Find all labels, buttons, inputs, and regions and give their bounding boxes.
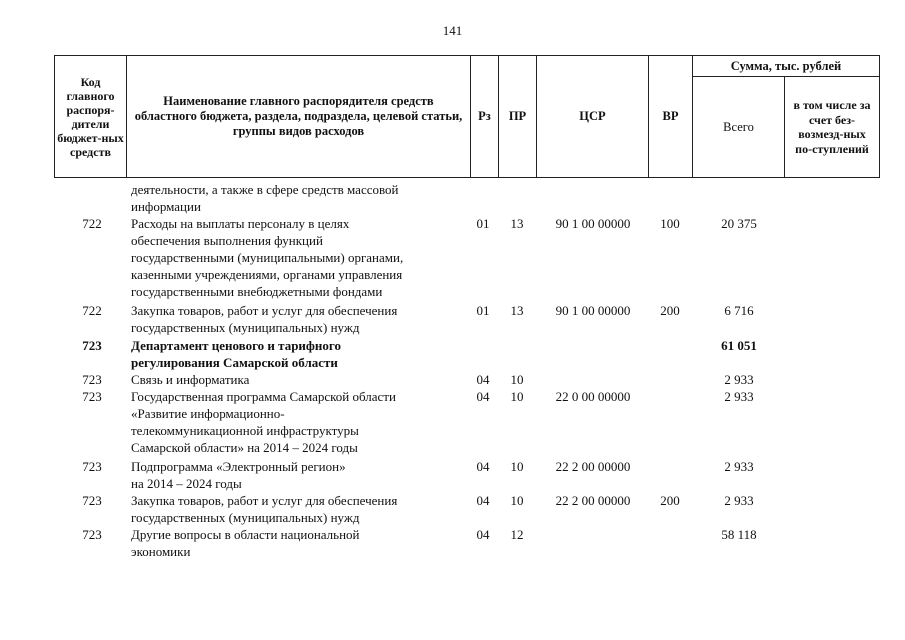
row-rz: 01 <box>476 303 490 318</box>
row-vr: 100 <box>660 216 680 231</box>
page-number: 141 <box>442 23 463 38</box>
row-total: 2 933 <box>724 493 754 508</box>
header-total <box>693 77 785 177</box>
row-name-line: Государственная программа Самарской области <box>131 389 396 404</box>
row-name-line: Связь и информатика <box>131 372 250 387</box>
row-total: 20 375 <box>721 216 757 231</box>
row-name <box>131 371 461 388</box>
row-name-line: на 2014 – 2024 годы <box>131 476 242 491</box>
row-name-line: государственными внебюджетными фондами <box>131 284 383 299</box>
row-code: 723 <box>82 459 102 474</box>
row-pr: 10 <box>510 493 524 508</box>
row-name <box>131 458 461 492</box>
row-name-line: информации <box>131 199 201 214</box>
row-total: 2 933 <box>724 459 754 474</box>
row-name-line: Самарской области» на 2014 – 2024 годы <box>131 440 358 455</box>
row-code: 723 <box>82 493 102 508</box>
row-rz: 04 <box>476 389 490 404</box>
row-code: 723 <box>82 527 102 542</box>
row-total: 61 051 <box>721 338 757 353</box>
row-code: 722 <box>82 303 102 318</box>
row-name-line: Закупка товаров, работ и услуг для обеспечения <box>131 303 398 318</box>
row-name <box>131 337 461 371</box>
row-pr: 10 <box>510 389 524 404</box>
row-name-line: «Развитие информационно- <box>131 406 285 421</box>
header-rz-text: Рз <box>478 109 491 123</box>
row-total: 2 933 <box>724 389 754 404</box>
header-csr-text: ЦСР <box>579 109 606 123</box>
row-pr: 13 <box>510 216 524 231</box>
row-name-line: регулирования Самарской области <box>131 355 338 370</box>
row-rz: 04 <box>476 372 490 387</box>
row-csr: 90 1 00 00000 <box>555 303 631 318</box>
row-total: 58 118 <box>721 527 757 542</box>
header-csr <box>537 56 649 177</box>
row-name-line: Другие вопросы в области национальной <box>131 527 360 542</box>
row-name <box>131 388 461 456</box>
row-name-line: деятельности, а также в сфере средств массовой <box>131 182 399 197</box>
row-name-line: государственными (муниципальными) органами, <box>131 250 404 265</box>
row-name-line: экономики <box>131 544 191 559</box>
row-code: 722 <box>82 216 102 231</box>
header-pr <box>499 56 537 177</box>
row-code: 723 <box>82 389 102 404</box>
row-name-line: государственных (муниципальных) нужд <box>131 510 360 525</box>
row-total: 2 933 <box>724 372 754 387</box>
row-pr: 12 <box>510 527 524 542</box>
row-vr: 200 <box>660 303 680 318</box>
table-header <box>54 55 880 178</box>
row-pr: 10 <box>510 459 524 474</box>
row-name-line: обеспечения выполнения функций <box>131 233 323 248</box>
row-name <box>131 492 461 526</box>
header-pr-text: ПР <box>508 109 527 123</box>
row-code: 723 <box>82 338 102 353</box>
row-name-line: Департамент ценового и тарифного <box>131 338 341 353</box>
header-vr <box>649 56 693 177</box>
header-code-text: Код главного распоря-дители бюджет-ных средств <box>57 74 124 159</box>
row-pr: 10 <box>510 372 524 387</box>
header-total-text: Всего <box>723 119 754 134</box>
row-csr: 22 0 00 00000 <box>555 389 631 404</box>
row-total: 6 716 <box>724 303 754 318</box>
header-sum-text: Сумма, тыс. рублей <box>730 58 842 73</box>
row-name-line: государственных (муниципальных) нужд <box>131 320 360 335</box>
row-name-line: казенными учреждениями, органами управления <box>131 267 403 282</box>
row-rz: 01 <box>476 216 490 231</box>
row-name-line: Расходы на выплаты персоналу в целях <box>131 216 350 231</box>
row-rz: 04 <box>476 527 490 542</box>
row-csr: 22 2 00 00000 <box>555 459 631 474</box>
header-incl-text: в том числе за счет без-возмезд-ных по-ступлений <box>793 98 871 156</box>
header-vr-text: ВР <box>662 109 679 123</box>
header-incl <box>785 77 879 177</box>
header-code <box>55 56 127 177</box>
row-code: 723 <box>82 372 102 387</box>
header-rz <box>471 56 499 177</box>
row-pr: 13 <box>510 303 524 318</box>
row-csr: 90 1 00 00000 <box>555 216 631 231</box>
row-rz: 04 <box>476 459 490 474</box>
row-vr: 200 <box>660 493 680 508</box>
row-rz: 04 <box>476 493 490 508</box>
row-name-line: Закупка товаров, работ и услуг для обеспечения <box>131 493 398 508</box>
row-csr: 22 2 00 00000 <box>555 493 631 508</box>
row-name <box>131 302 461 336</box>
row-name-line: телекоммуникационной инфраструктуры <box>131 423 359 438</box>
row-name <box>131 526 461 560</box>
header-name-text: Наименование главного распорядителя средств областного бюджета, раздела, подраздела, целевой статьи, группы видов расходов <box>134 94 463 138</box>
header-sum <box>693 56 879 76</box>
row-name <box>131 215 461 300</box>
row-name <box>131 181 461 215</box>
row-name-line: Подпрограмма «Электронный регион» <box>131 459 346 474</box>
header-name <box>127 56 471 177</box>
